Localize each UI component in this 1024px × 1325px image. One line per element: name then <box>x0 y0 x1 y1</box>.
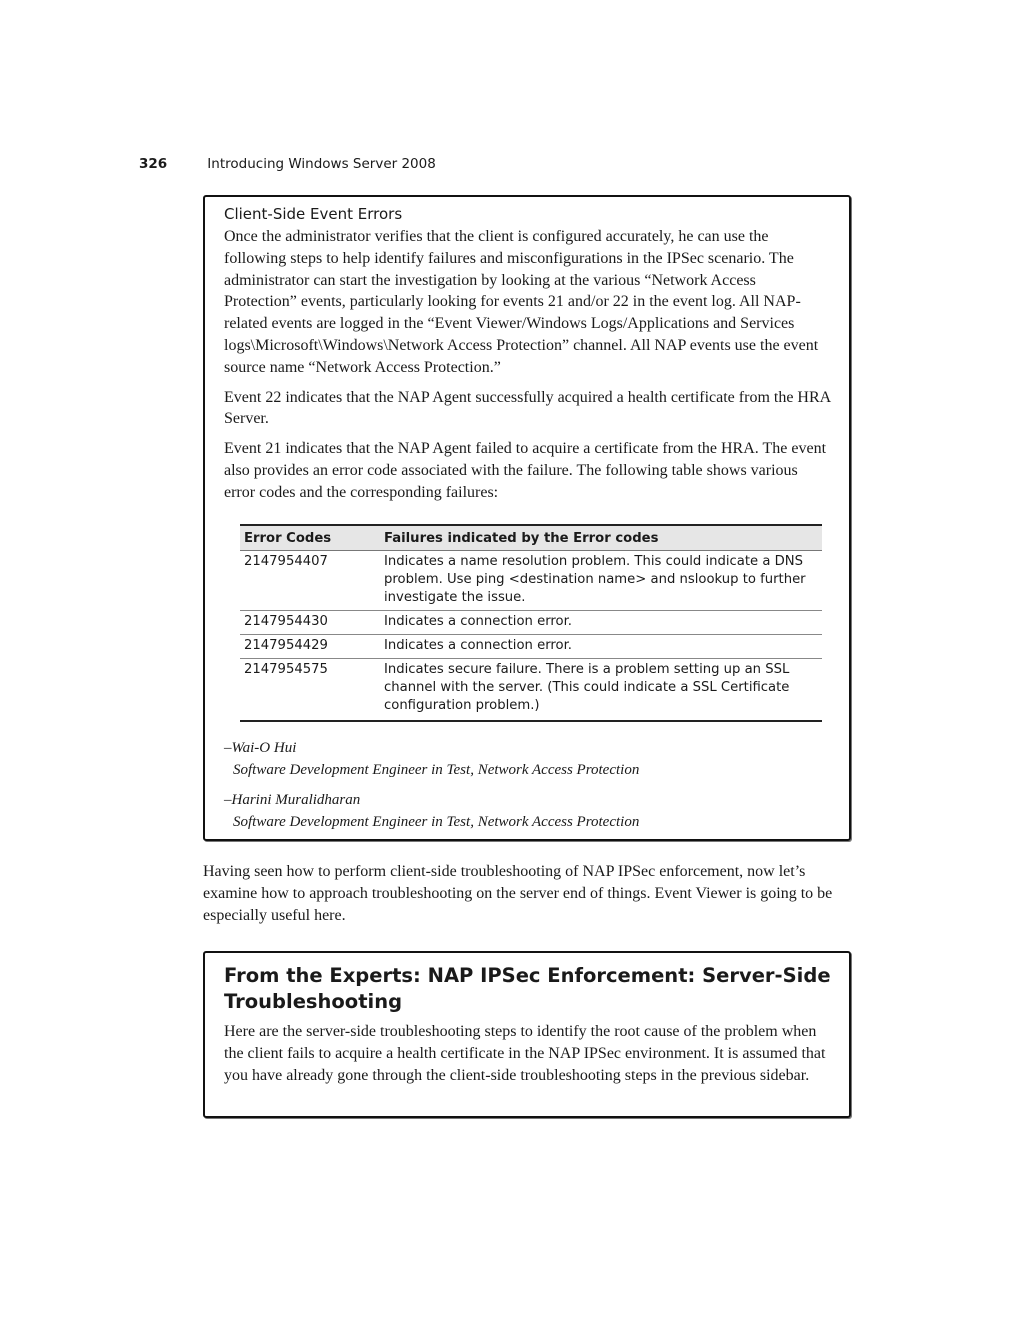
sidebar-paragraph: Event 21 indicates that the NAP Agent failed to acquire a certificate from the HRA. The event also provides an error code associated with the failure. The following table shows various error codes and the corresponding failures: <box>224 440 827 501</box>
author-credits <box>224 737 831 833</box>
table-row <box>240 550 822 610</box>
sidebar-paragraph: Once the administrator verifies that the client is configured accurately, he can use the following steps to help identify failures and misconfigurations in the IPSec scenario. The administrator can start the investigation by looking at the various “Network Access Protection” events, particularly looking for events 21 and/or 22 in the event log. All NAP-related events are logged in the “Event Viewer/Windows Logs/Applications and Services logs\Microsoft\Windows\Network Access Protection” channel. All NAP events use the event source name “Network Access Protection.” <box>224 228 819 376</box>
sidebar-paragraph: Event 22 indicates that the NAP Agent successfully acquired a health certificate from the HRA Server. <box>224 388 831 428</box>
failure-description-cell: Indicates a connection error. <box>380 610 822 634</box>
sidebar-paragraph: Here are the server-side troubleshooting steps to identify the root cause of the problem when the client fails to acquire a health certificate in the NAP IPSec environment. It is assumed that you have already gone through the client-side troubleshooting steps in the previous sidebar. <box>224 1023 826 1084</box>
failure-description-cell: Indicates a connection error. <box>380 634 822 658</box>
author-role: Software Development Engineer in Test, Network Access Protection <box>233 761 640 778</box>
book-title: Introducing Windows Server 2008 <box>207 156 436 172</box>
sidebar-title: Client-Side Event Errors <box>224 205 403 223</box>
author-role: Software Development Engineer in Test, Network Access Protection <box>233 813 640 830</box>
table-row <box>240 658 822 721</box>
error-codes-table <box>240 524 822 722</box>
author-name: –Harini Muralidharan <box>224 791 361 808</box>
running-header <box>139 156 436 172</box>
table-row <box>240 634 822 658</box>
column-header: Failures indicated by the Error codes <box>380 525 822 551</box>
failure-description-cell: Indicates secure failure. There is a problem setting up an SSL channel with the server. (This could indicate a SSL Certificate configuration problem.) <box>384 661 790 713</box>
author-name: –Wai-O Hui <box>224 739 297 756</box>
error-code-cell: 2147954575 <box>244 661 328 677</box>
table-row <box>240 610 822 634</box>
sidebar-title: From the Experts: NAP IPSec Enforcement: Server-Side Troubleshooting <box>224 964 831 1013</box>
column-header: Error Codes <box>240 525 380 551</box>
failure-description-cell: Indicates a name resolution problem. This could indicate a DNS problem. Use ping <destination name> and nslookup to further investigate the issue. <box>380 550 822 610</box>
error-code-cell: 2147954407 <box>240 550 380 610</box>
body-paragraph: Having seen how to perform client-side troubleshooting of NAP IPSec enforcement, now let’s examine how to approach troubleshooting on the server end of things. Event Viewer is going to be especially useful here. <box>203 863 833 924</box>
sidebar-client-side-event-errors <box>203 195 851 841</box>
error-code-cell: 2147954430 <box>240 610 380 634</box>
sidebar-server-side-troubleshooting <box>203 951 851 1118</box>
page-number: 326 <box>139 156 168 172</box>
table-header-row <box>240 525 822 551</box>
error-code-cell: 2147954429 <box>240 634 380 658</box>
